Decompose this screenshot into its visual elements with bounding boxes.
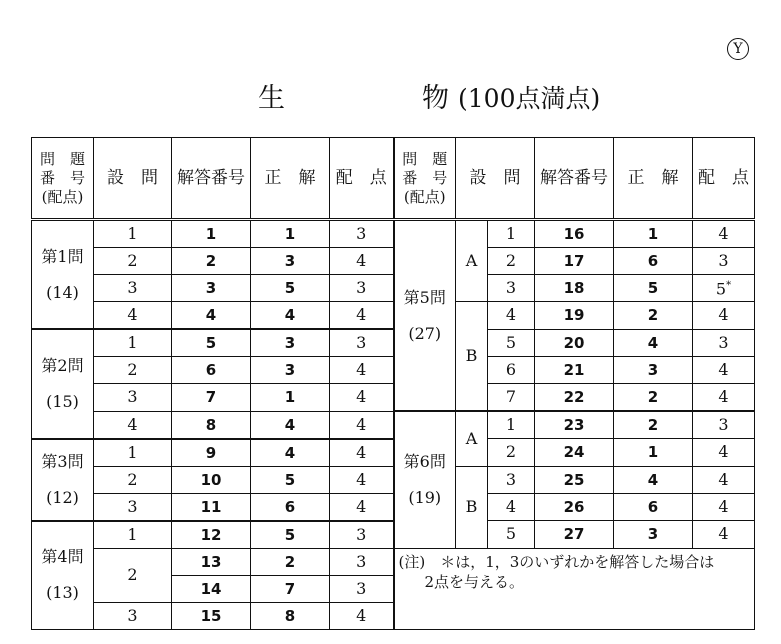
header-sub-question-right: 設 問: [456, 138, 535, 220]
correct-answer: 6: [614, 493, 693, 521]
correct-answer: 3: [614, 521, 693, 549]
answer-table: [31, 137, 755, 630]
sub-question: 7: [488, 384, 535, 412]
sub-question: 4: [94, 411, 172, 439]
answer-number: 6: [172, 357, 251, 384]
points: 4: [330, 439, 394, 467]
answer-number: 20: [535, 329, 614, 357]
points: 4: [693, 357, 755, 384]
correct-answer: 5: [614, 275, 693, 302]
answer-number: 10: [172, 466, 251, 493]
table-row: [32, 493, 755, 521]
table-row: [32, 466, 755, 493]
answer-number: 5: [172, 329, 251, 357]
answer-number: 18: [535, 275, 614, 302]
sub-question: 2: [94, 466, 172, 493]
correct-answer: 8: [251, 602, 330, 629]
correct-answer: 2: [614, 302, 693, 330]
footnote-line1: (注) ＊は，1，3のいずれかを解答した場合は: [398, 552, 715, 571]
header-question-line1: 問 題: [402, 149, 448, 168]
correct-answer: 3: [251, 357, 330, 384]
answer-number: 17: [535, 248, 614, 275]
answer-number: 22: [535, 384, 614, 412]
correct-answer: 2: [614, 411, 693, 439]
sub-question: 2: [94, 548, 172, 602]
answer-number: 16: [535, 220, 614, 248]
sub-question: 5: [488, 521, 535, 549]
answer-number: 3: [172, 275, 251, 302]
sub-question: 3: [94, 275, 172, 302]
header-question-line2: 番 号: [39, 168, 85, 187]
points-with-asterisk: [693, 275, 755, 302]
title-subject-char-1: 生: [258, 83, 285, 114]
points: 4: [693, 439, 755, 467]
question-3-name: 第3問: [41, 451, 84, 471]
points: 4: [693, 466, 755, 493]
answer-number: 23: [535, 411, 614, 439]
sub-question: 1: [94, 521, 172, 549]
correct-answer: 4: [614, 329, 693, 357]
points: 3: [330, 275, 394, 302]
answer-number: 14: [172, 575, 251, 602]
table-row: [32, 275, 755, 302]
table-row: [32, 548, 755, 575]
table-row: [32, 302, 755, 330]
asterisk-mark: *: [726, 280, 732, 292]
answer-number: 26: [535, 493, 614, 521]
points: 4: [693, 220, 755, 248]
points: 3: [330, 521, 394, 549]
answer-number: 9: [172, 439, 251, 467]
points: 4: [330, 411, 394, 439]
sub-question: 1: [94, 329, 172, 357]
answer-number: 11: [172, 493, 251, 521]
points-value: 5: [715, 279, 727, 299]
title-total-points: (100点満点): [458, 84, 601, 113]
header-question-line1: 問 題: [39, 149, 85, 168]
header-question-number: [32, 138, 94, 220]
header-sub-question: 設 問: [94, 138, 172, 220]
correct-answer: 5: [251, 466, 330, 493]
footnote-line2: 2点を与える。: [424, 572, 525, 591]
footnote: [394, 548, 755, 629]
question-5-name: 第5問: [403, 287, 446, 307]
correct-answer: 6: [251, 493, 330, 521]
correct-answer: 2: [251, 548, 330, 575]
question-4-points: (13): [46, 583, 79, 602]
sub-question: 1: [94, 220, 172, 248]
question-1-label: [32, 220, 94, 330]
points: 4: [330, 357, 394, 384]
correct-answer: 1: [614, 439, 693, 467]
answer-number: 12: [172, 521, 251, 549]
header-points: 配 点: [330, 138, 394, 220]
answer-number: 13: [172, 548, 251, 575]
question-6-part-a: A: [456, 411, 488, 466]
correct-answer: 6: [614, 248, 693, 275]
question-5-part-b: B: [456, 302, 488, 412]
question-5-label: [394, 220, 456, 412]
question-2-label: [32, 329, 94, 439]
header-answer-number-right: 解答番号: [535, 138, 614, 220]
correct-answer: 5: [251, 275, 330, 302]
sub-question: 3: [488, 466, 535, 493]
header-question-line3: (配点): [41, 187, 84, 206]
sub-question: 3: [488, 275, 535, 302]
table-row: [32, 329, 755, 357]
question-2-points: (15): [46, 391, 79, 411]
answer-number: 2: [172, 248, 251, 275]
question-6-name: 第6問: [403, 451, 446, 471]
points: 4: [693, 302, 755, 330]
circled-y-mark: Y: [727, 38, 749, 60]
sub-question: 2: [488, 439, 535, 467]
sub-question: 2: [94, 357, 172, 384]
sub-question: 1: [488, 220, 535, 248]
correct-answer: 3: [251, 248, 330, 275]
points: 4: [330, 302, 394, 330]
correct-answer: 7: [251, 575, 330, 602]
table-row: [32, 220, 755, 248]
question-5-points: (27): [408, 323, 442, 343]
title-subject-char-2: 物: [422, 83, 449, 114]
points: 3: [330, 220, 394, 248]
answer-number: 19: [535, 302, 614, 330]
sub-question: 4: [488, 302, 535, 330]
table-row: [32, 411, 755, 439]
question-5-part-a: A: [456, 220, 488, 302]
points: 3: [330, 548, 394, 575]
question-3-label: [32, 439, 94, 521]
sub-question: 5: [488, 329, 535, 357]
points: 3: [330, 329, 394, 357]
correct-answer: 4: [251, 302, 330, 330]
correct-answer: 5: [251, 521, 330, 549]
points: 4: [330, 602, 394, 629]
correct-answer: 4: [251, 411, 330, 439]
answer-number: 24: [535, 439, 614, 467]
sub-question: 3: [94, 602, 172, 629]
header-question-number-right: [394, 138, 456, 220]
sub-question: 3: [94, 493, 172, 521]
table-row: [32, 248, 755, 275]
correct-answer: 4: [614, 466, 693, 493]
header-question-line3: (配点): [403, 187, 446, 206]
table-row: [32, 357, 755, 384]
sub-question: 1: [488, 411, 535, 439]
points: 3: [693, 411, 755, 439]
points: 4: [330, 248, 394, 275]
question-1-points: (14): [46, 282, 79, 302]
answer-number: 1: [172, 220, 251, 248]
points: 4: [693, 493, 755, 521]
answer-number: 25: [535, 466, 614, 493]
sub-question: 3: [94, 384, 172, 412]
question-3-points: (12): [46, 487, 79, 507]
sub-question: 6: [488, 357, 535, 384]
points: 4: [693, 384, 755, 412]
answer-number: 8: [172, 411, 251, 439]
sub-question: 2: [94, 248, 172, 275]
correct-answer: 1: [251, 220, 330, 248]
points: 4: [330, 384, 394, 412]
answer-number: 4: [172, 302, 251, 330]
answer-number: 7: [172, 384, 251, 412]
question-1-name: 第1問: [41, 246, 84, 266]
correct-answer: 2: [614, 384, 693, 412]
correct-answer: 1: [251, 384, 330, 412]
question-2-name: 第2問: [41, 355, 84, 375]
sub-question: 1: [94, 439, 172, 467]
header-points-right: 配 点: [693, 138, 755, 220]
points: 4: [330, 493, 394, 521]
answer-number: 21: [535, 357, 614, 384]
question-4-name: 第4問: [41, 547, 84, 566]
correct-answer: 3: [251, 329, 330, 357]
points: 4: [330, 466, 394, 493]
table-row: [32, 439, 755, 467]
header-row: [32, 138, 755, 220]
points: 3: [693, 248, 755, 275]
sub-question: 4: [94, 302, 172, 330]
correct-answer: 3: [614, 357, 693, 384]
header-answer-number: 解答番号: [172, 138, 251, 220]
header-question-line2: 番 号: [402, 168, 448, 187]
answer-number: 15: [172, 602, 251, 629]
table-row: [32, 384, 755, 412]
points: 4: [693, 521, 755, 549]
header-correct-answer-right: 正 解: [614, 138, 693, 220]
correct-answer: 4: [251, 439, 330, 467]
question-6-part-b: B: [456, 466, 488, 548]
sub-question: 4: [488, 493, 535, 521]
header-correct-answer: 正 解: [251, 138, 330, 220]
correct-answer: 1: [614, 220, 693, 248]
question-6-label: [394, 411, 456, 548]
question-4-label: [32, 521, 94, 630]
points: 3: [330, 575, 394, 602]
sub-question: 2: [488, 248, 535, 275]
table-row: [32, 521, 755, 549]
question-6-points: (19): [408, 487, 442, 507]
answer-number: 27: [535, 521, 614, 549]
points: 3: [693, 329, 755, 357]
